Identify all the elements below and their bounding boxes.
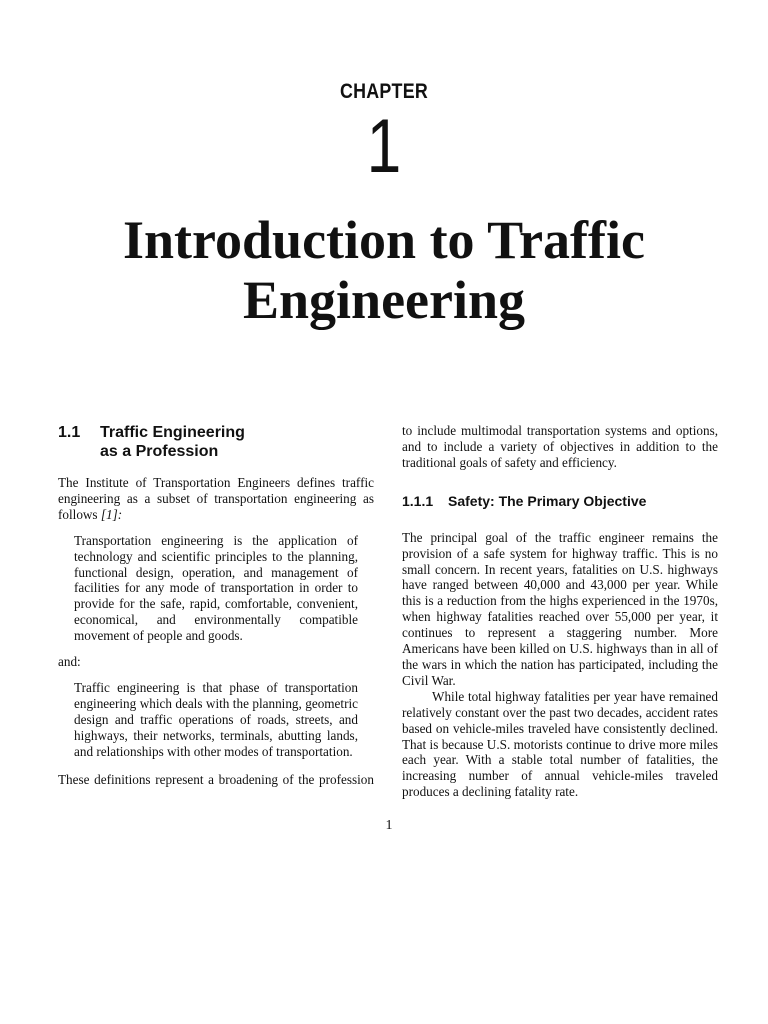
intro-text: The Institute of Transportation Engineers defines traffic engineering as a subset of transportation engineering as follows [58, 475, 374, 522]
left-column [58, 423, 374, 787]
safety-paragraph-1: The principal goal of the traffic engineer remains the provision of a safe system for highway traffic. This is no small concern. In recent years, fatalities on U.S. highways have ranged between 40,000 and 43,000 per year. While this is a reduction from the highs experienced in the 1970s, when highway fatalities reached over 55,000 per year, it continues to represent a staggering number. More Americans have been killed on U.S. highways than in all of the wars in which the nation has participated, including the Civil War. [402, 529, 718, 688]
section-title-line2: as a Profession [100, 443, 219, 460]
chapter-label: CHAPTER [339, 80, 429, 103]
intro-paragraph [58, 475, 374, 523]
subsection-title: Safety: The Primary Objective [448, 492, 647, 509]
closing-paragraph: These definitions represent a broadening of the profession [58, 771, 374, 787]
chapter-title-line1: Introduction to Traffic [123, 210, 645, 270]
page-number: 1 [385, 818, 393, 833]
subsection-heading-1-1-1 [402, 493, 718, 510]
subsection-number: 1.1.1 [402, 492, 434, 509]
section-title-line1: Traffic Engineering [100, 424, 245, 441]
chapter-title-line2: Engineering [242, 270, 526, 330]
citation: [1]: [100, 506, 123, 522]
safety-paragraph-2: While total highway fatalities per year have remained relatively constant over the past two decades, accident rates based on vehicle-miles traveled have consistently declined. That is because U.S. motorists continue to drive more miles each year. With a stable total number of fatalities, the increasing number of annual vehicle-miles traveled produces a declining fatality rate. [402, 688, 718, 800]
definition-quote-traffic: Traffic engineering is that phase of transportation engineering which deals with the planning, geometric design and traffic operations of roads, streets, and highways, their networks, terminals, abutting lands, and relationships with other modes of transportation. [74, 679, 358, 759]
and-connector: and: [58, 654, 81, 670]
section-title [100, 423, 374, 461]
definition-quote-transportation: Transportation engineering is the application of technology and scientific principles to the planning, functional design, operation, and management of facilities for any mode of transportation in order to provide for the safe, rapid, comfortable, convenient, economical, and environmentally compatible movement of people and goods. [74, 532, 358, 644]
section-heading-1-1 [58, 423, 374, 461]
chapter-number: 1 [366, 104, 402, 189]
closing-paragraph-continued: to include multimodal transportation systems and options, and to include a variety of objectives in addition to the traditional goals of safety and efficiency. [402, 423, 718, 470]
chapter-title [40, 210, 728, 330]
section-number: 1.1 [58, 424, 81, 441]
right-column [402, 423, 718, 800]
